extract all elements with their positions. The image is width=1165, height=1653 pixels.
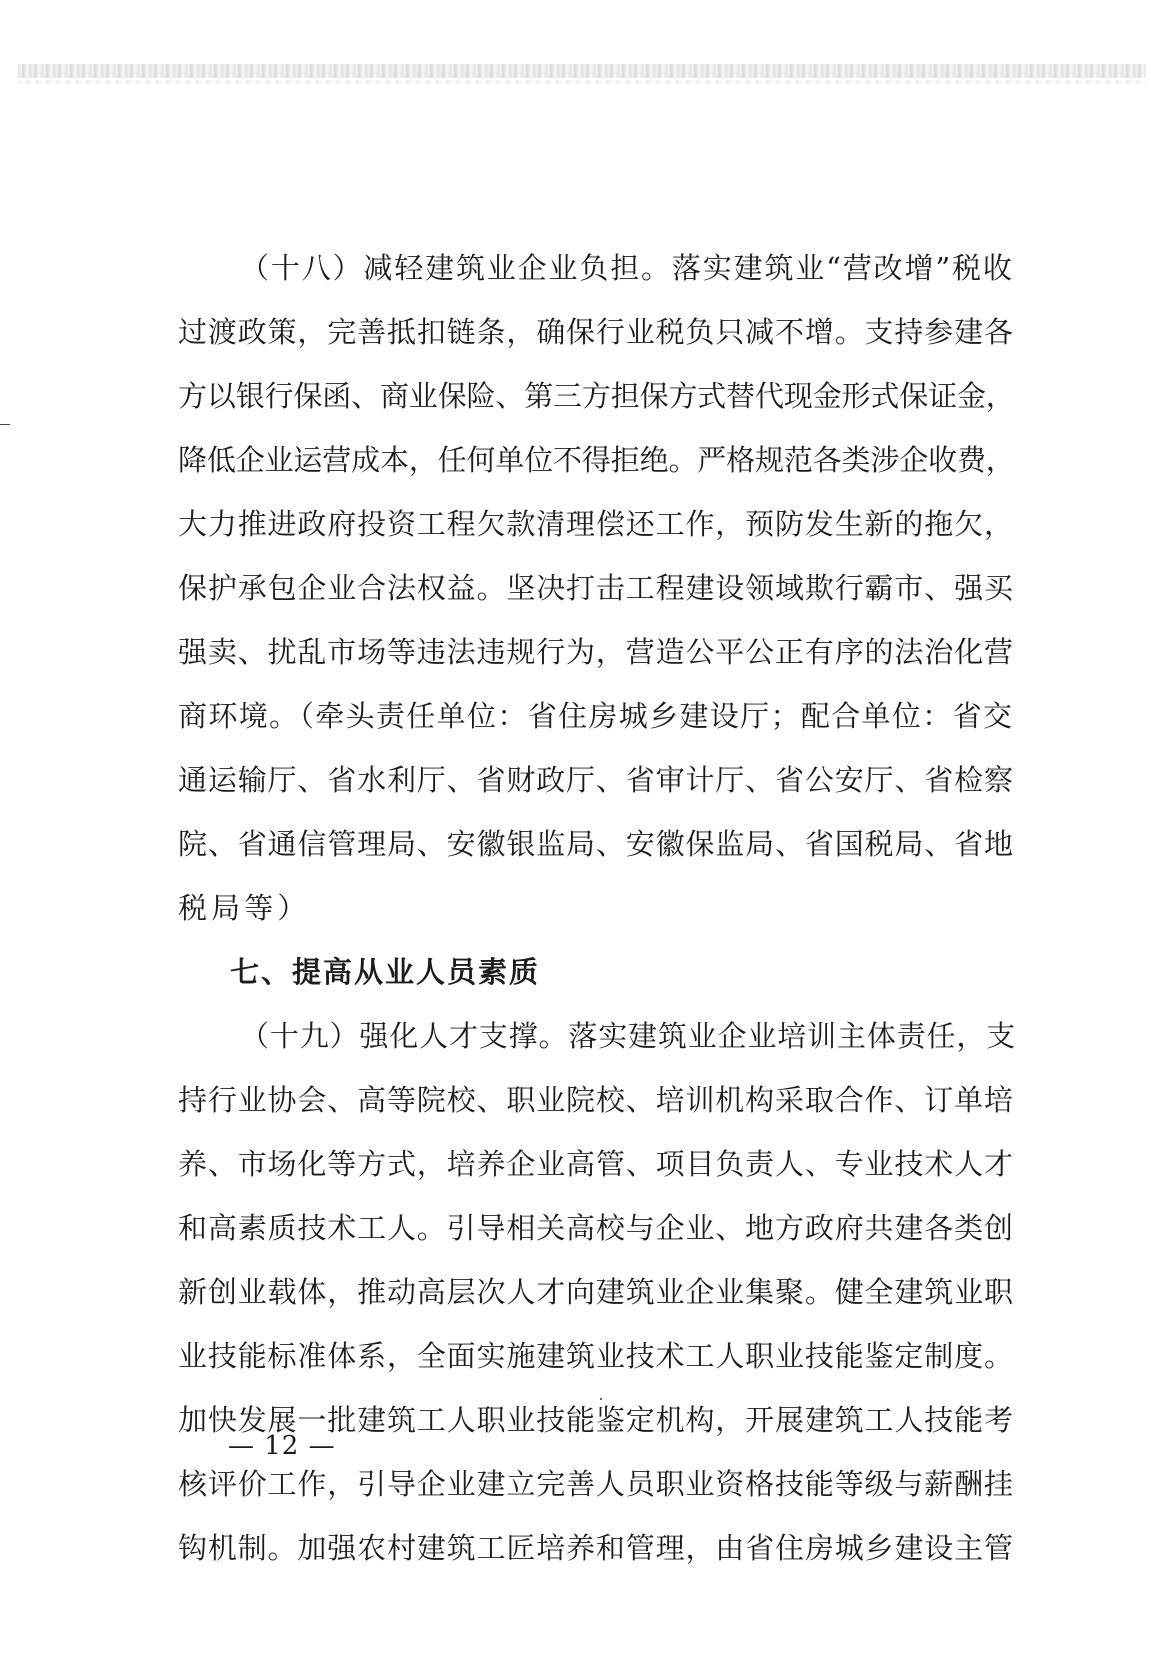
- text-line: 核评价工作，引导企业建立完善人员职业资格技能等级与薪酬挂: [178, 1467, 1014, 1501]
- text-line: 业技能标准体系，全面实施建筑业技术工人职业技能鉴定制度。: [178, 1339, 1014, 1373]
- text-line: 通运输厅、省水利厅、省财政厅、省审计厅、省公安厅、省检察: [178, 763, 1014, 797]
- text-line: 税局等）: [178, 891, 311, 925]
- text-line: 加快发展一批建筑工人职业技能鉴定机构，开展建筑工人技能考: [178, 1403, 1014, 1437]
- text-line: 过渡政策，完善抵扣链条，确保行业税负只减不增。支持参建各: [178, 315, 1014, 349]
- page-number: — 12 —: [228, 1431, 336, 1461]
- text-line: 钩机制。加强农村建筑工匠培养和管理，由省住房城乡建设主管: [178, 1531, 1014, 1565]
- text-line: 强卖、扰乱市场等违法违规行为，营造公平公正有序的法治化营: [178, 635, 1014, 669]
- text-line: （十九）强化人才支撑。落实建筑业企业培训主体责任，支: [240, 1019, 1017, 1053]
- document-body: [178, 236, 1018, 1580]
- text-line: 院、省通信管理局、安徽银监局、安徽保监局、省国税局、省地: [178, 827, 1014, 861]
- text-line: 大力推进政府投资工程欠款清理偿还工作，预防发生新的拖欠，: [178, 507, 1014, 541]
- text-line: 保护承包企业合法权益。坚决打击工程建设领域欺行霸市、强买: [178, 571, 1014, 605]
- text-line: 商环境。（牵头责任单位：省住房城乡建设厅；配合单位：省交: [178, 699, 1014, 733]
- scan-speck: [600, 1398, 602, 1400]
- binding-margin-mark: [0, 424, 10, 425]
- text-line: 方以银行保函、商业保险、第三方担保方式替代现金形式保证金，: [178, 379, 1015, 413]
- scan-artifact-band: [18, 64, 1146, 78]
- text-line: 降低企业运营成本，任何单位不得拒绝。严格规范各类涉企收费，: [178, 443, 1015, 477]
- text-line: 持行业协会、高等院校、职业院校、培训机构采取合作、订单培: [178, 1083, 1014, 1117]
- text-line: 新创业载体，推动高层次人才向建筑业企业集聚。健全建筑业职: [178, 1275, 1014, 1309]
- section-heading: 七、提高从业人员素质: [230, 955, 541, 989]
- text-line: （十八）减轻建筑业企业负担。落实建筑业“营改增”税收: [240, 251, 1014, 285]
- scan-artifact-band-secondary: [18, 80, 1146, 84]
- text-line: 和高素质技术工人。引导相关高校与企业、地方政府共建各类创: [178, 1211, 1014, 1245]
- text-line: 养、市场化等方式，培养企业高管、项目负责人、专业技术人才: [178, 1147, 1014, 1181]
